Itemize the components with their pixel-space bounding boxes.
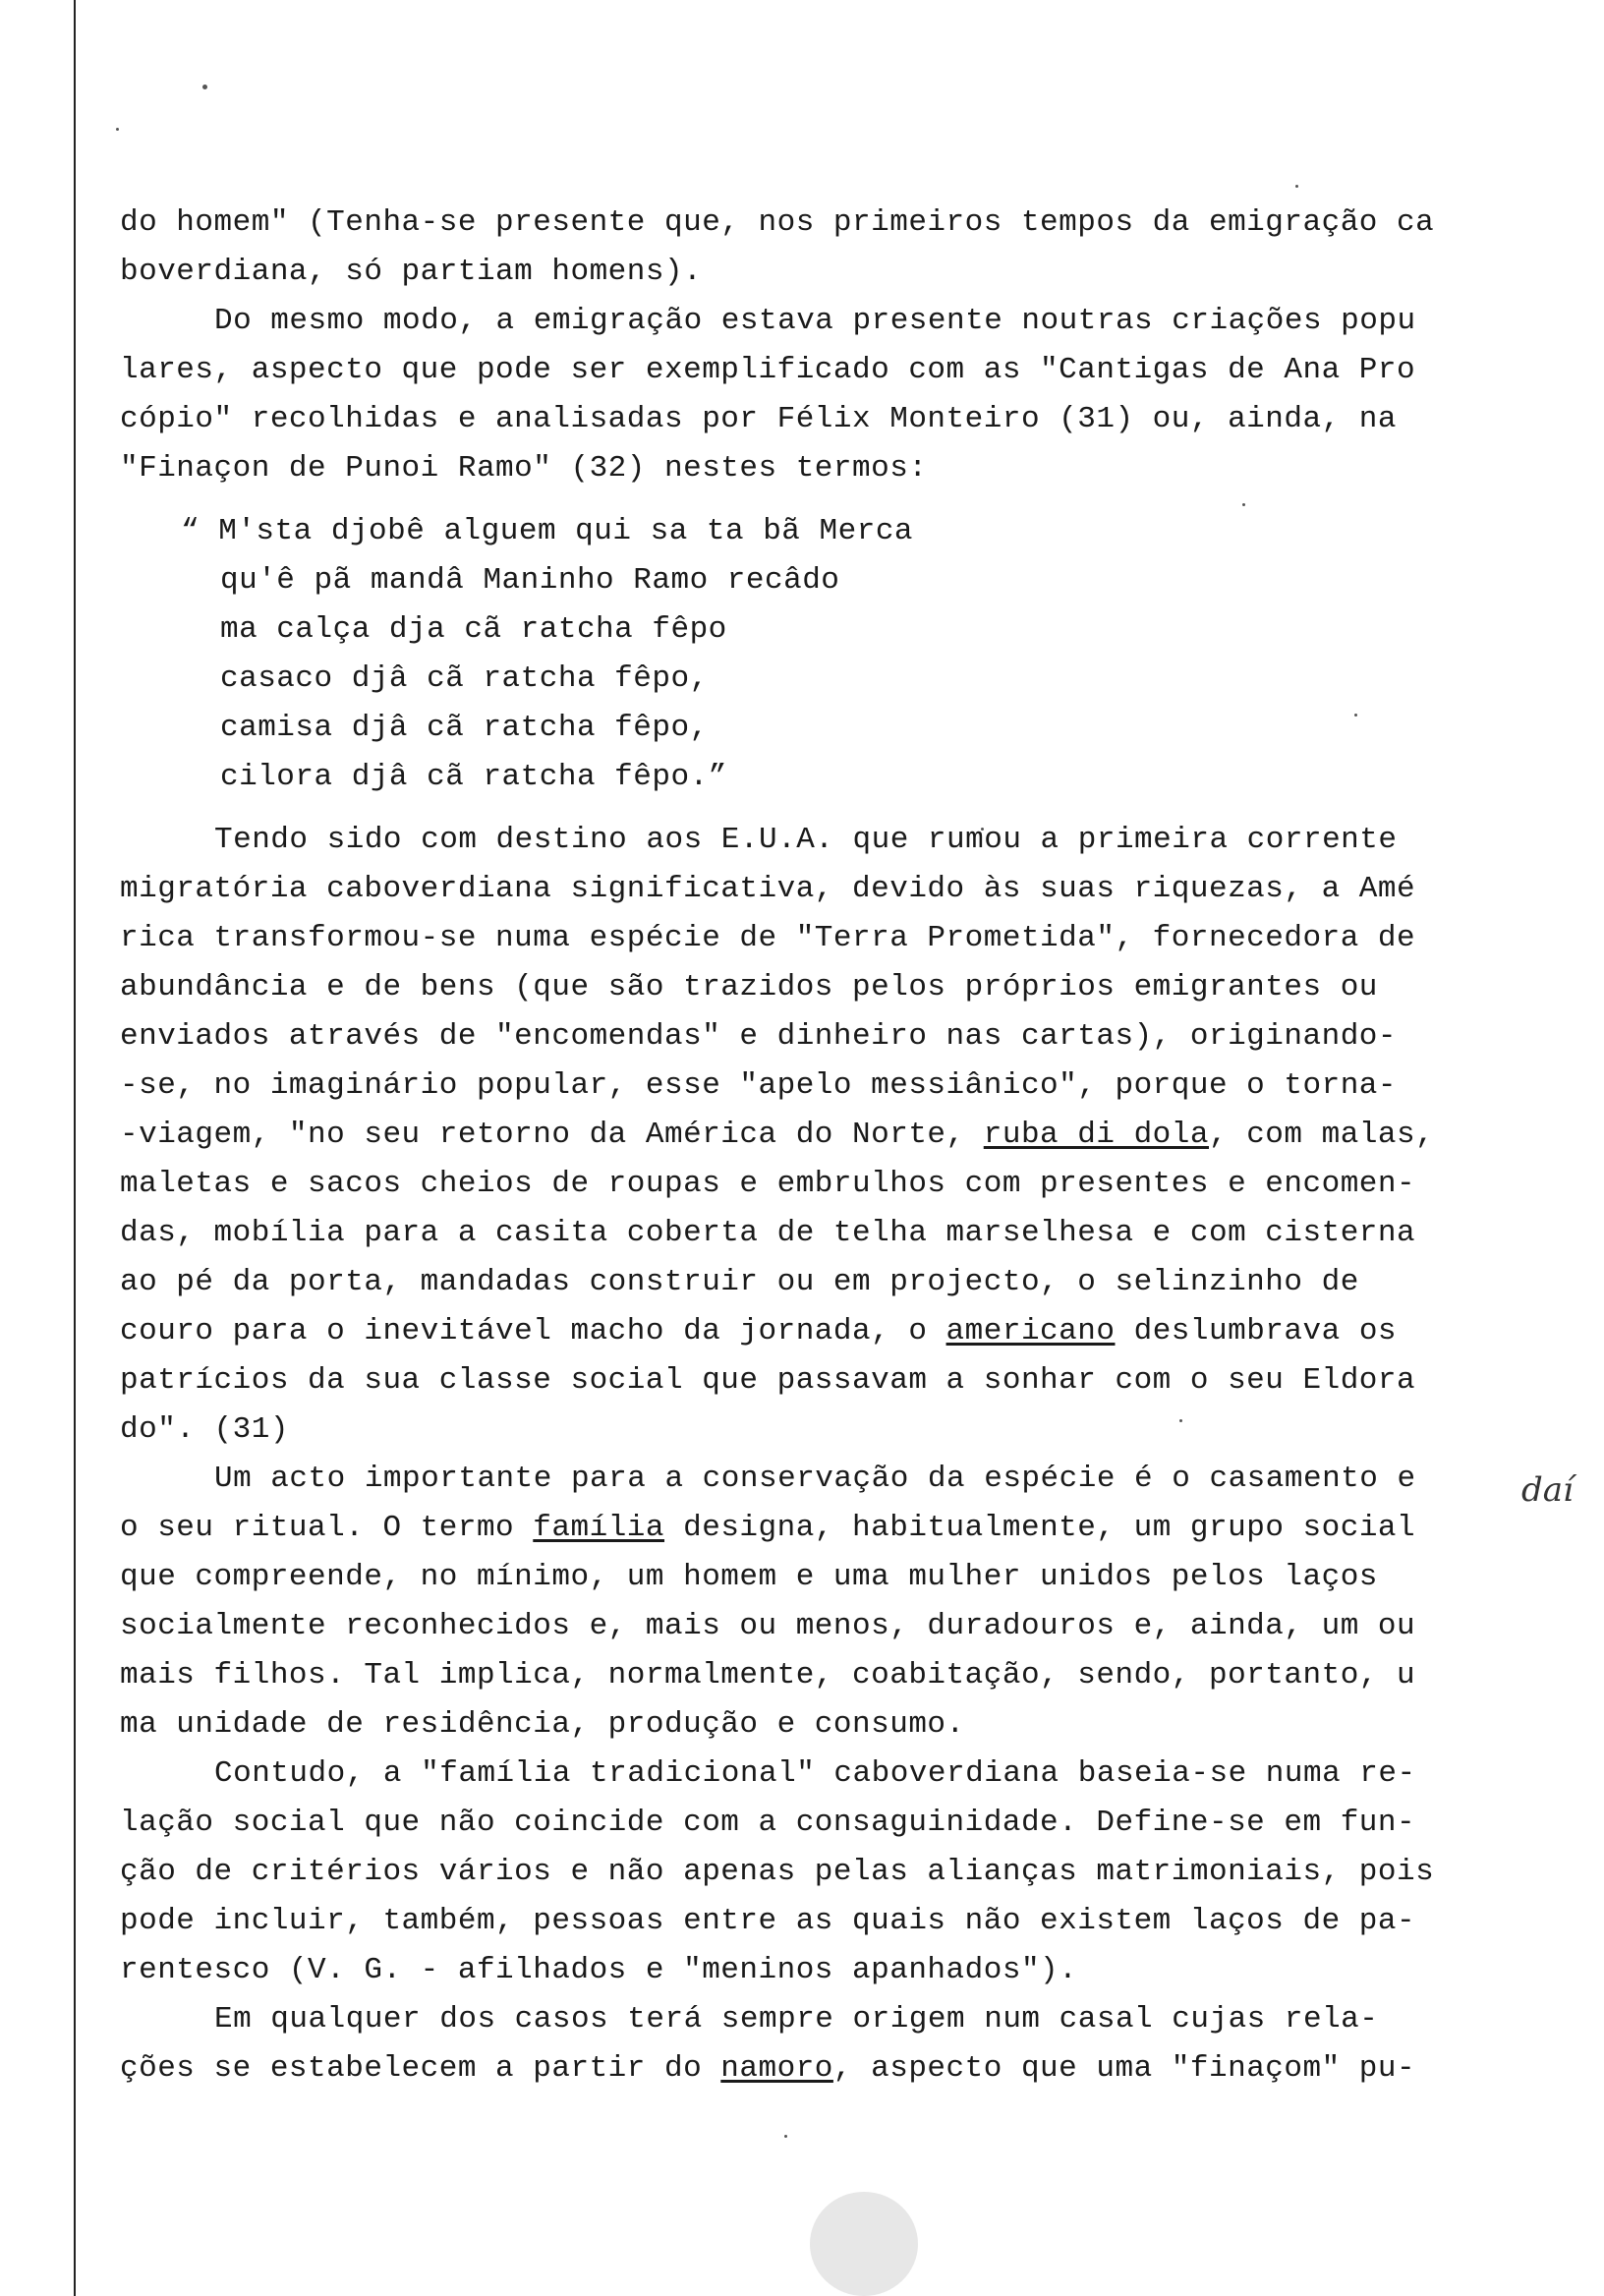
text-line: das, mobília para a casita coberta de telha marselhesa e com cisterna	[120, 1216, 1416, 1250]
handwritten-margin-note: daí	[1521, 1470, 1574, 1510]
text-line: boverdiana, só partiam homens).	[120, 255, 703, 289]
quoted-poem	[120, 507, 1516, 802]
text-segment: , aspecto que uma "finaçom" pu-	[832, 2051, 1416, 2086]
text-line: lares, aspecto que pode ser exemplificado com as "Cantigas de Ana Pro	[120, 353, 1416, 387]
text-line: Um acto importante para a conservação da espécie é o casamento e	[214, 1462, 1416, 1496]
text-line: ção de critérios vários e não apenas pelas alianças matrimoniais, pois	[120, 1855, 1435, 1889]
scan-speck	[202, 85, 207, 89]
poem-line: casaco djâ cã ratcha fêpo,	[220, 661, 709, 696]
scan-speck	[1295, 185, 1298, 188]
text-line: do homem" (Tenha-se presente que, nos primeiros tempos da emigração ca	[120, 205, 1435, 240]
poem-line: qu'ê pã mandâ Maninho Ramo recâdo	[220, 563, 840, 598]
paragraph-0	[120, 199, 1516, 297]
text-line: lação social que não coincide com a consaguinidade. Define-se em fun-	[120, 1806, 1416, 1840]
text-line: pode incluir, também, pessoas entre as quais não existem laços de pa-	[120, 1904, 1416, 1938]
text-line: maletas e sacos cheios de roupas e embrulhos com presentes e encomen-	[120, 1167, 1416, 1201]
poem-line	[181, 753, 1516, 802]
page-left-edge-line	[74, 0, 76, 2296]
underlined-term: americano	[945, 1314, 1116, 1349]
text-line: socialmente reconhecidos e, mais ou menos, duradouros e, ainda, um ou	[120, 1609, 1416, 1643]
document-body	[120, 199, 1516, 2094]
paragraph-1	[120, 297, 1516, 493]
text-line: mais filhos. Tal implica, normalmente, coabitação, sendo, portanto, u	[120, 1658, 1416, 1693]
text-line: ma unidade de residência, produção e consumo.	[120, 1707, 965, 1742]
text-segment: ções se estabelecem a partir do	[120, 2051, 721, 2086]
poem-line-text: M'sta djobê alguem qui sa ta bã Merca	[218, 514, 914, 548]
paragraph-4	[120, 1750, 1516, 1995]
text-line: que compreende, no mínimo, um homem e uma mulher unidos pelos laços	[120, 1560, 1378, 1594]
poem-line	[181, 507, 1516, 556]
scan-speck	[116, 128, 119, 131]
underlined-term: namoro	[720, 2051, 833, 2086]
poem-line: ma calça dja cã ratcha fêpo	[220, 612, 727, 647]
text-segment: -viagem, "no seu retorno da América do Norte,	[120, 1118, 984, 1152]
text-segment: o seu ritual. O termo	[120, 1511, 534, 1545]
text-line: Do mesmo modo, a emigração estava presente noutras criações popu	[214, 304, 1416, 338]
scan-smudge	[810, 2192, 918, 2296]
text-line: migratória caboverdiana significativa, devido às suas riquezas, a Amé	[120, 872, 1416, 906]
text-segment: designa, habitualmente, um grupo social	[664, 1511, 1416, 1545]
paragraph-3	[120, 1455, 1516, 1750]
poem-close-quote: ”	[708, 760, 727, 794]
text-line	[120, 2044, 1516, 2094]
text-line	[120, 1504, 1516, 1553]
paragraph-5	[120, 1995, 1516, 2094]
text-line: "Finaçon de Punoi Ramo" (32) nestes termos:	[120, 451, 928, 486]
underlined-term: ruba di dola	[983, 1118, 1209, 1152]
text-line: Em qualquer dos casos terá sempre origem num casal cujas rela-	[214, 2002, 1379, 2037]
text-line: -se, no imaginário popular, esse "apelo messiânico", porque o torna-	[120, 1068, 1398, 1103]
poem-line: camisa djâ cã ratcha fêpo,	[220, 711, 709, 745]
poem-line-text: cilora djâ cã ratcha fêpo.	[220, 760, 709, 794]
text-line: cópio" recolhidas e analisadas por Félix Monteiro (31) ou, ainda, na	[120, 402, 1398, 436]
scan-speck	[784, 2135, 787, 2138]
text-line: do". (31)	[120, 1412, 289, 1447]
text-line	[120, 1307, 1516, 1356]
text-line: abundância e de bens (que são trazidos pelos próprios emigrantes ou	[120, 970, 1378, 1004]
text-segment: deslumbrava os	[1115, 1314, 1398, 1349]
text-segment: , com malas,	[1209, 1118, 1435, 1152]
text-line: rentesco (V. G. - afilhados e "meninos apanhados").	[120, 1953, 1078, 1987]
text-segment: couro para o inevitável macho da jornada, o	[120, 1314, 946, 1349]
text-line: enviados através de "encomendas" e dinheiro nas cartas), originando-	[120, 1019, 1398, 1054]
text-line	[120, 1111, 1516, 1160]
underlined-term: família	[533, 1511, 665, 1545]
text-line: patrícios da sua classe social que passavam a sonhar com o seu Eldora	[120, 1363, 1416, 1398]
text-line: ao pé da porta, mandadas construir ou em projecto, o selinzinho de	[120, 1265, 1359, 1299]
poem-open-quote: “	[181, 514, 200, 548]
text-line: Tendo sido com destino aos E.U.A. que rumou a primeira corrente	[214, 823, 1398, 857]
text-line: Contudo, a "família tradicional" caboverdiana baseia-se numa re-	[214, 1756, 1416, 1791]
text-line: rica transformou-se numa espécie de "Terra Prometida", fornecedora de	[120, 921, 1416, 955]
paragraph-2	[120, 816, 1516, 1455]
